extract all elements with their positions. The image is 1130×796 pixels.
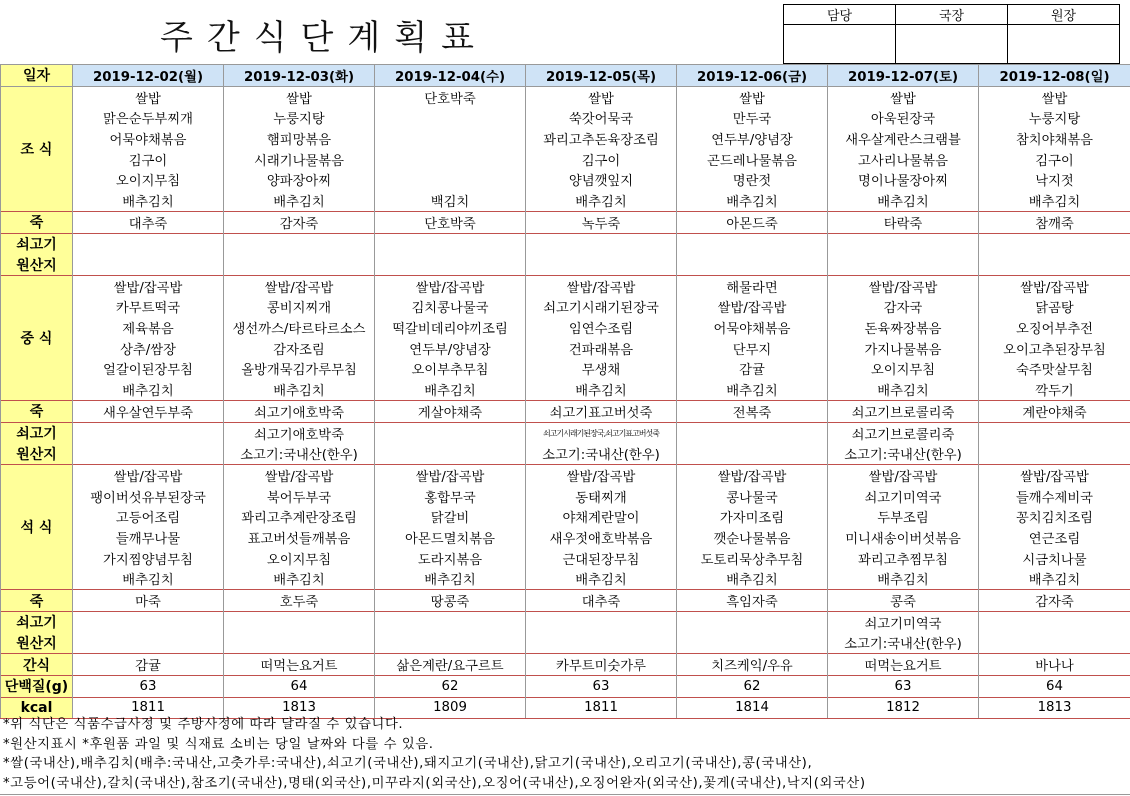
note-line: *위 식단은 식품수급사정 및 주방사정에 따라 달라질 수 있습니다. <box>3 717 404 732</box>
porridge-item: 아몬드죽 <box>677 211 828 233</box>
meal-item: 쌀밥 <box>224 86 375 107</box>
meal-item: 근대된장무침 <box>526 548 677 569</box>
meal-item: 오이지무침 <box>828 359 979 380</box>
origin2-label: 쇠고기 <box>1 422 73 443</box>
notes <box>0 715 1130 794</box>
meal-item: 연두부/양념장 <box>375 338 526 359</box>
meal-item: 배추김치 <box>828 379 979 400</box>
origin-item <box>979 422 1130 443</box>
meal-item: 배추김치 <box>979 569 1130 590</box>
meal-item: 두부조림 <box>828 506 979 527</box>
meal-item: 배추김치 <box>73 569 224 590</box>
origin-item <box>526 611 677 632</box>
meal-item: 쌀밥 <box>677 86 828 107</box>
kcal-value: 1812 <box>828 697 979 719</box>
porridge1-row <box>1 211 1130 233</box>
kcal-value: 1814 <box>677 697 828 719</box>
origin3-row <box>1 633 1130 654</box>
date-header: 2019-12-02(월) <box>73 65 224 87</box>
meal-item: 연근조림 <box>979 527 1130 548</box>
protein-value: 64 <box>224 675 375 697</box>
origin-item <box>375 633 526 654</box>
origin-item <box>73 254 224 275</box>
porridge-item: 쇠고기브로콜리죽 <box>828 401 979 423</box>
meal-item: 감귤 <box>677 359 828 380</box>
lunch-row <box>1 317 1130 338</box>
meal-item: 떡갈비데리야끼조림 <box>375 317 526 338</box>
meal-item: 쌀밥/잡곡밥 <box>828 465 979 486</box>
origin-item <box>828 233 979 254</box>
meal-item <box>375 128 526 149</box>
porridge-item: 마죽 <box>73 590 224 612</box>
breakfast-row <box>1 169 1130 190</box>
origin-item <box>979 611 1130 632</box>
origin-item <box>375 233 526 254</box>
breakfast-row <box>1 128 1130 149</box>
meal-item: 쌀밥/잡곡밥 <box>677 297 828 318</box>
protein-value: 63 <box>526 675 677 697</box>
protein-value: 63 <box>828 675 979 697</box>
snack-item: 떠먹는요거트 <box>828 654 979 676</box>
origin-item <box>979 254 1130 275</box>
meal-item: 맑은순두부찌개 <box>73 107 224 128</box>
breakfast-row <box>1 149 1130 170</box>
meal-item: 홍합무국 <box>375 486 526 507</box>
origin-item: 소고기:국내산(한우) <box>828 633 979 654</box>
lunch-label: 중 식 <box>1 275 73 400</box>
meal-item: 배추김치 <box>979 190 1130 211</box>
meal-item <box>375 107 526 128</box>
porridge3-label: 죽 <box>1 590 73 612</box>
meal-item: 배추김치 <box>677 379 828 400</box>
origin-item <box>677 443 828 464</box>
meal-item: 누룽지탕 <box>979 107 1130 128</box>
meal-item: 동태찌개 <box>526 486 677 507</box>
origin1-row <box>1 254 1130 275</box>
porridge-item: 흑임자죽 <box>677 590 828 612</box>
kcal-value: 1813 <box>979 697 1130 719</box>
meal-item: 배추김치 <box>375 379 526 400</box>
meal-item: 쌀밥 <box>73 86 224 107</box>
origin-item <box>224 233 375 254</box>
meal-item: 배추김치 <box>73 379 224 400</box>
meal-item: 곤드레나물볶음 <box>677 149 828 170</box>
kcal-label: kcal <box>1 697 73 719</box>
date-header: 2019-12-08(일) <box>979 65 1130 87</box>
approval-sign-cell[interactable] <box>896 25 1008 64</box>
meal-item: 쌀밥/잡곡밥 <box>526 275 677 296</box>
meal-item: 낙지젓 <box>979 169 1130 190</box>
dinner-row <box>1 548 1130 569</box>
meal-item: 숙주맛살무침 <box>979 359 1130 380</box>
date-header-label: 일자 <box>1 65 73 87</box>
meal-item: 쇠고기미역국 <box>828 486 979 507</box>
meal-item: 쌀밥/잡곡밥 <box>224 275 375 296</box>
meal-item: 표고버섯들깨볶음 <box>224 527 375 548</box>
meal-item: 아욱된장국 <box>828 107 979 128</box>
dinner-label: 석 식 <box>1 465 73 590</box>
meal-item: 배추김치 <box>375 569 526 590</box>
porridge-item: 땅콩죽 <box>375 590 526 612</box>
meal-item: 명이나물장아찌 <box>828 169 979 190</box>
meal-item: 가자미조림 <box>677 506 828 527</box>
origin1-label: 쇠고기 <box>1 233 73 254</box>
meal-item: 김구이 <box>73 149 224 170</box>
origin-item <box>224 611 375 632</box>
meal-item: 단호박죽 <box>375 86 526 107</box>
meal-item: 오이부추무침 <box>375 359 526 380</box>
porridge3-row <box>1 590 1130 612</box>
meal-item: 햄피망볶음 <box>224 128 375 149</box>
meal-item: 생선까스/타르타르소스 <box>224 317 375 338</box>
date-header: 2019-12-03(화) <box>224 65 375 87</box>
origin-item <box>375 443 526 464</box>
approval-header: 국장 <box>896 5 1008 25</box>
meal-item: 해물라면 <box>677 275 828 296</box>
meal-item: 단무지 <box>677 338 828 359</box>
meal-item: 쌀밥/잡곡밥 <box>375 275 526 296</box>
porridge-item: 타락죽 <box>828 211 979 233</box>
lunch-row <box>1 338 1130 359</box>
meal-item: 꽈리고추계란장조림 <box>224 506 375 527</box>
meal-item: 시래기나물볶음 <box>224 149 375 170</box>
meal-item: 제육볶음 <box>73 317 224 338</box>
meal-item: 건파래볶음 <box>526 338 677 359</box>
date-header: 2019-12-04(수) <box>375 65 526 87</box>
kcal-value: 1813 <box>224 697 375 719</box>
meal-item: 임연수조림 <box>526 317 677 338</box>
meal-item: 배추김치 <box>224 190 375 211</box>
meal-item: 쌀밥/잡곡밥 <box>979 465 1130 486</box>
approval-header: 원장 <box>1008 5 1120 25</box>
porridge-item: 녹두죽 <box>526 211 677 233</box>
meal-item: 쌀밥/잡곡밥 <box>828 275 979 296</box>
note-line: *쌀(국내산),배추김치(배추:국내산,고춧가루:국내산),쇠고기(국내산),돼지고기(국내산),닭고기(국내산),오리고기(국내산),콩(국내산), <box>3 756 813 772</box>
breakfast-row <box>1 190 1130 211</box>
origin2-label: 원산지 <box>1 443 73 464</box>
meal-item: 배추김치 <box>224 379 375 400</box>
origin-item: 소고기:국내산(한우) <box>828 443 979 464</box>
meal-item: 감자국 <box>828 297 979 318</box>
kcal-value: 1811 <box>526 697 677 719</box>
meal-item: 김치콩나물국 <box>375 297 526 318</box>
meal-item: 콩나물국 <box>677 486 828 507</box>
meal-item: 양념깻잎지 <box>526 169 677 190</box>
porridge1-label: 죽 <box>1 211 73 233</box>
meal-item: 올방개묵김가루무침 <box>224 359 375 380</box>
meal-item: 김구이 <box>979 149 1130 170</box>
date-header: 2019-12-07(토) <box>828 65 979 87</box>
protein-label: 단백질(g) <box>1 675 73 697</box>
meal-item: 새우젓애호박볶음 <box>526 527 677 548</box>
origin-item: 쇠고기미역국 <box>828 611 979 632</box>
meal-item: 꽈리고추돈육장조림 <box>526 128 677 149</box>
porridge-item: 콩죽 <box>828 590 979 612</box>
breakfast-label: 조 식 <box>1 86 73 211</box>
origin2-row <box>1 443 1130 464</box>
porridge-item: 감자죽 <box>224 211 375 233</box>
meal-item: 배추김치 <box>224 569 375 590</box>
meal-item: 배추김치 <box>73 190 224 211</box>
snack-label: 간식 <box>1 654 73 676</box>
meal-item: 누룽지탕 <box>224 107 375 128</box>
meal-item: 닭곰탕 <box>979 297 1130 318</box>
meal-item: 어묵야채볶음 <box>677 317 828 338</box>
origin-item: 소고기:국내산(한우) <box>526 443 677 464</box>
porridge-item: 대추죽 <box>526 590 677 612</box>
porridge-item: 계란야채죽 <box>979 401 1130 423</box>
snack-item: 감귤 <box>73 654 224 676</box>
origin-item <box>224 254 375 275</box>
origin-item <box>526 254 677 275</box>
porridge-item: 단호박죽 <box>375 211 526 233</box>
meal-item: 미니새송이버섯볶음 <box>828 527 979 548</box>
porridge-item: 대추죽 <box>73 211 224 233</box>
meal-item: 만두국 <box>677 107 828 128</box>
origin-item <box>677 233 828 254</box>
meal-item: 돈육짜장볶음 <box>828 317 979 338</box>
origin-item <box>375 611 526 632</box>
note-line: *고등어(국내산),갈치(국내산),참조기(국내산),명태(외국산),미꾸라지(외국산),오징어(국내산),오징어완자(외국산),꽃게(국내산),낙지(외국산) <box>3 776 866 792</box>
meal-item: 쌀밥/잡곡밥 <box>73 275 224 296</box>
meal-item: 배추김치 <box>677 190 828 211</box>
menu-table <box>0 64 1130 719</box>
meal-item: 카무트떡국 <box>73 297 224 318</box>
meal-item: 오징어부추전 <box>979 317 1130 338</box>
origin-item <box>677 254 828 275</box>
origin-item <box>73 443 224 464</box>
dinner-row <box>1 486 1130 507</box>
meal-item: 쌀밥/잡곡밥 <box>73 465 224 486</box>
meal-item: 양파장아찌 <box>224 169 375 190</box>
meal-item: 쌀밥/잡곡밥 <box>979 275 1130 296</box>
meal-item: 배추김치 <box>828 190 979 211</box>
lunch-row <box>1 379 1130 400</box>
origin-item <box>73 422 224 443</box>
meal-item: 배추김치 <box>828 569 979 590</box>
meal-item: 쌀밥/잡곡밥 <box>375 465 526 486</box>
meal-item: 쌀밥 <box>828 86 979 107</box>
meal-item: 시금치나물 <box>979 548 1130 569</box>
kcal-value: 1809 <box>375 697 526 719</box>
origin2-row <box>1 422 1130 443</box>
lunch-row <box>1 359 1130 380</box>
meal-item: 팽이버섯유부된장국 <box>73 486 224 507</box>
breakfast-row <box>1 107 1130 128</box>
meal-item: 쇠고기시래기된장국 <box>526 297 677 318</box>
meal-item: 야채계란말이 <box>526 506 677 527</box>
origin-item <box>375 254 526 275</box>
meal-item: 아몬드멸치볶음 <box>375 527 526 548</box>
porridge2-label: 죽 <box>1 401 73 423</box>
porridge-item: 참깨죽 <box>979 211 1130 233</box>
porridge-item: 쇠고기애호박죽 <box>224 401 375 423</box>
meal-item: 어묵야채볶음 <box>73 128 224 149</box>
origin-item: 쇠고기브로콜리죽 <box>828 422 979 443</box>
meal-item: 명란젓 <box>677 169 828 190</box>
dinner-row <box>1 527 1130 548</box>
origin-item: 쇠고기시래기된장국,쇠고기표고버섯죽 <box>526 422 677 443</box>
meal-item: 꽁치김치조림 <box>979 506 1130 527</box>
meal-item: 오이지무침 <box>224 548 375 569</box>
origin3-row <box>1 611 1130 632</box>
porridge-item: 쇠고기표고버섯죽 <box>526 401 677 423</box>
origin-item <box>677 422 828 443</box>
porridge2-row <box>1 401 1130 423</box>
porridge-item: 전복죽 <box>677 401 828 423</box>
porridge-item: 감자죽 <box>979 590 1130 612</box>
approval-box <box>783 4 1120 64</box>
meal-item: 쑥갓어묵국 <box>526 107 677 128</box>
date-header-row <box>1 65 1130 87</box>
origin-item <box>979 633 1130 654</box>
meal-item: 고사리나물볶음 <box>828 149 979 170</box>
protein-value: 63 <box>73 675 224 697</box>
meal-item: 깻순나물볶음 <box>677 527 828 548</box>
porridge-item: 호두죽 <box>224 590 375 612</box>
porridge-item: 게살야채죽 <box>375 401 526 423</box>
protein-row <box>1 675 1130 697</box>
lunch-row <box>1 275 1130 296</box>
meal-item: 오이고추된장무침 <box>979 338 1130 359</box>
meal-item: 배추김치 <box>526 190 677 211</box>
origin-item <box>677 633 828 654</box>
meal-item: 무생채 <box>526 359 677 380</box>
breakfast-row <box>1 86 1130 107</box>
snack-item: 바나나 <box>979 654 1130 676</box>
origin1-row <box>1 233 1130 254</box>
meal-item: 배추김치 <box>526 569 677 590</box>
origin-item: 쇠고기애호박죽 <box>224 422 375 443</box>
porridge-item: 새우살연두부죽 <box>73 401 224 423</box>
origin3-label: 쇠고기 <box>1 611 73 632</box>
meal-item: 쌀밥/잡곡밥 <box>677 465 828 486</box>
meal-item: 깍두기 <box>979 379 1130 400</box>
meal-item: 쌀밥 <box>979 86 1130 107</box>
meal-item: 북어두부국 <box>224 486 375 507</box>
meal-item: 들깨무나물 <box>73 527 224 548</box>
meal-item: 쌀밥/잡곡밥 <box>224 465 375 486</box>
approval-header: 담당 <box>784 5 896 25</box>
meal-item: 백김치 <box>375 190 526 211</box>
page-title: 주간식단계획표 <box>160 18 488 58</box>
date-header: 2019-12-05(목) <box>526 65 677 87</box>
meal-item <box>375 169 526 190</box>
divider <box>0 794 1130 795</box>
meal-item: 도라지볶음 <box>375 548 526 569</box>
meal-item: 배추김치 <box>677 569 828 590</box>
snack-item: 치즈케익/우유 <box>677 654 828 676</box>
origin-item <box>526 633 677 654</box>
meal-item <box>375 149 526 170</box>
dinner-row <box>1 465 1130 486</box>
dinner-row <box>1 506 1130 527</box>
meal-item: 새우살계란스크램블 <box>828 128 979 149</box>
origin-item <box>224 633 375 654</box>
meal-item: 쌀밥 <box>526 86 677 107</box>
origin-item <box>979 443 1130 464</box>
meal-item: 연두부/양념장 <box>677 128 828 149</box>
origin-item <box>73 633 224 654</box>
meal-item: 고등어조림 <box>73 506 224 527</box>
meal-item: 도토리묵상추무침 <box>677 548 828 569</box>
origin-item <box>73 233 224 254</box>
meal-item: 참치야채볶음 <box>979 128 1130 149</box>
date-header: 2019-12-06(금) <box>677 65 828 87</box>
origin-item <box>375 422 526 443</box>
protein-value: 62 <box>677 675 828 697</box>
meal-item: 콩비지찌개 <box>224 297 375 318</box>
meal-item: 들깨수제비국 <box>979 486 1130 507</box>
meal-item: 김구이 <box>526 149 677 170</box>
protein-value: 62 <box>375 675 526 697</box>
approval-sign-cell[interactable] <box>1008 25 1120 64</box>
note-line: *원산지표시 *후원품 과일 및 식재료 소비는 당일 날짜와 다를 수 있음. <box>3 736 434 752</box>
snack-row <box>1 654 1130 676</box>
origin3-label: 원산지 <box>1 633 73 654</box>
meal-item: 가지찜양념무침 <box>73 548 224 569</box>
meal-item: 얼갈이된장무침 <box>73 359 224 380</box>
meal-item: 오이지무침 <box>73 169 224 190</box>
snack-item: 삶은계란/요구르트 <box>375 654 526 676</box>
meal-item: 상추/쌈장 <box>73 338 224 359</box>
snack-item: 떠먹는요거트 <box>224 654 375 676</box>
approval-sign-cell[interactable] <box>784 25 896 64</box>
origin-item <box>828 254 979 275</box>
meal-item: 가지나물볶음 <box>828 338 979 359</box>
meal-item: 닭갈비 <box>375 506 526 527</box>
meal-item: 꽈리고추찜무침 <box>828 548 979 569</box>
snack-item: 카무트미숫가루 <box>526 654 677 676</box>
origin-item <box>677 611 828 632</box>
kcal-value: 1811 <box>73 697 224 719</box>
lunch-row <box>1 297 1130 318</box>
origin-item <box>979 233 1130 254</box>
origin1-label: 원산지 <box>1 254 73 275</box>
origin-item: 소고기:국내산(한우) <box>224 443 375 464</box>
origin-item <box>526 233 677 254</box>
protein-value: 64 <box>979 675 1130 697</box>
dinner-row <box>1 569 1130 590</box>
meal-item: 감자조림 <box>224 338 375 359</box>
origin-item <box>73 611 224 632</box>
meal-item: 배추김치 <box>526 379 677 400</box>
meal-item: 쌀밥/잡곡밥 <box>526 465 677 486</box>
